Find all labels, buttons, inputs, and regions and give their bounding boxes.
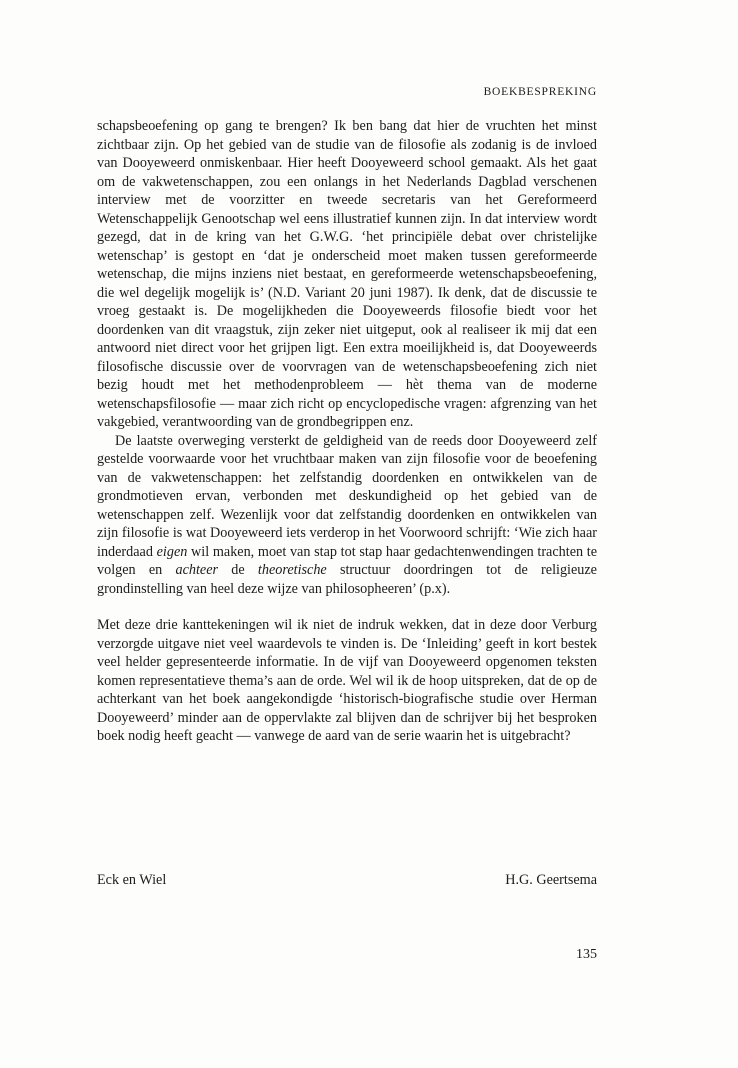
- paragraph-1: schapsbeoefening op gang te brengen? Ik ben bang dat hier de vruchten het minst zichtbaar zijn. Op het gebied van de studie van de filosofie als zodanig is de invloed van Dooyeweerd onmiskenbaar. Hier heeft Dooyeweerd school gemaakt. Als het gaat om de vakwetenschappen, zou een onlangs in het Nederlands Dagblad verschenen interview met de voorzitter en tweede secretaris van het Gereformeerd Wetenschappelijk Genootschap wel eens illustratief kunnen zijn. In dat interview wordt gezegd, dat in de kring van het G.W.G. ‘het principiële debat over christelijke wetenschap’ is gestopt en ‘dat je onderscheid moet maken tussen gereformeerde wetenschap, die mijns inziens niet bestaat, en gereformeerde wetenschapsbeoefening, die wel degelijk mogelijk is’ (N.D. Variant 20 juni 1987). Ik denk, dat de discussie te vroeg gestaakt is. De mogelijkheden die Dooyeweerds filosofie biedt voor het doordenken van dit vraagstuk, zijn zeker niet uitgeput, ook al realiseer ik mij dat een antwoord niet direct voor het grijpen ligt. Een extra moeilijkheid is, dat Dooyeweerds filosofische discussie over de voorvragen van de wetenschapsbeoefening zich niet bezig houdt met het methodenprobleem — hèt thema van de moderne wetenschapsfilosofie — maar zich richt op encyclopedische vragen: afgrenzing van het vakgebied, verantwoording van de grondbegrippen enz.: [97, 118, 597, 430]
- signature-line: [97, 872, 597, 889]
- paragraph-2-emphasis-3: theoretische: [257, 562, 327, 578]
- page-number: 135: [576, 947, 597, 962]
- paragraph-2-emphasis-1: eigen: [156, 543, 188, 560]
- signature-place: Eck en Wiel: [97, 872, 167, 888]
- paragraph-2-text-4: structuur doordringen tot de religieuze grondinstelling van heel deze wijze van philosopheeren’ (p.x).: [97, 562, 597, 597]
- paragraph-2-text-1: De laatste overweging versterkt de geldigheid van de reeds door Dooyeweerd zelf gestelde voorwaarde voor het vruchtbaar maken van zijn filosofie voor de beoefening van de vakwetenschappen: het zelfstandig doordenken en ontwikkelen van de grondmotieven ervan, verbonden met deskundigheid op het gebied van de wetenschappen zelf. Wezenlijk voor dat zelfstandig doordenken en ontwikkelen van zijn filosofie is wat Dooyeweerd iets verderop in het Voorwoord schrijft: ‘Wie zich haar inderdaad: [97, 432, 597, 560]
- paragraph-2-emphasis-2: achteer: [175, 562, 219, 578]
- signature-author: H.G. Geertsema: [505, 872, 597, 888]
- article-body: [97, 117, 597, 746]
- paragraph-2-text-3: de: [218, 562, 258, 578]
- paragraph-3: Met deze drie kanttekeningen wil ik niet de indruk wekken, dat in deze door Verburg verzorgde uitgave niet veel waardevols te vinden is. De ‘Inleiding’ geeft in kort bestek veel helder gepresenteerde informatie. In de vijf van Dooyeweerd opgenomen teksten komen representatieve thema’s aan de orde. Wel wil ik de hoop uitspreken, dat de op de achterkant van het boek aangekondigde ‘historisch-biografische studie over Herman Dooyeweerd’ minder aan de oppervlakte zal blijven dan de schrijver bij het besproken boek nodig heeft geacht — vanwege de aard van de serie waarin het is uitgebracht?: [97, 617, 597, 744]
- paragraph-2: [97, 432, 597, 599]
- paragraph-2-text-2: wil maken, moet van stap tot stap haar gedachtenwendingen trachten te volgen en: [97, 543, 598, 578]
- running-header: BOEKBESPREKING: [483, 86, 597, 98]
